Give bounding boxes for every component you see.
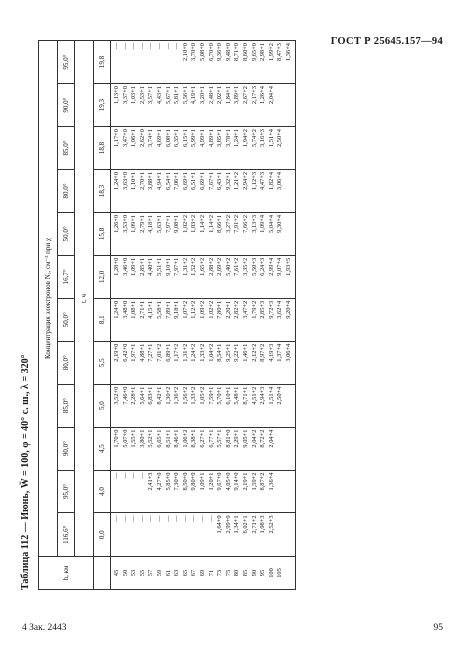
group-header: Концентрация электронов Nₑ, см⁻³ при χ [39, 41, 58, 557]
chi-header: 50,0° [58, 212, 75, 255]
data-column: 1,70+0 5,07+0 1,55+1 3,80+1 5,52+1 6,65+1 8,51+1 8,46+1 1,06+2 8,38+1 6,27+1 6,77+1 5,57+1 8,81+0 2,29+1 9,05+1 2,04+2 8,72+2 2,04+4 [111, 427, 296, 470]
stub-header: h, км [39, 557, 94, 590]
rotated-table-block [20, 40, 440, 590]
chi-header: 80,0° [58, 341, 75, 384]
data-column: 1,24+0 3,48+0 1,08+1 2,71+1 4,15+1 5,58+1 7,89+1 9,18+1 1,07+2 1,12+2 1,09+2 1,02+2 7,80+1 2,20+1 2,82+2 3,47+2 1,79+2 2,85+3 9,72+3 3,62+4 9,20+4 [111, 298, 296, 341]
data-column: 3,52+0 7,46+0 2,28+1 5,64+1 6,83+1 8,42+1 1,30+2 1,36+2 1,56+2 1,33+2 1,05+2 7,59+1 5,70+1 6,10+1 5,48+1 8,71+1 4,51+2 2,94+3 1,51+4 2,50+4 [111, 384, 296, 427]
data-column: 1,17+0 3,47+0 1,06+1 2,62+0 3,74+1 4,69+1 6,08+1 6,35+1 6,15+1 5,99+1 4,99+1 4,89+1 3,85+1 3,78+1 1,24+1 1,94+2 5,74+2 3,16+3 1,51+4 2,50+4 [111, 127, 296, 170]
time-value: 4,5 [94, 427, 111, 470]
time-value: 18,3 [94, 169, 111, 212]
height-column: 45 50 53 55 57 59 61 63 65 67 69 71 73 75 80 85 90 95 100 105 [111, 557, 296, 590]
time-value: 0,0 [94, 513, 111, 557]
chi-header: 95,0° [58, 470, 75, 513]
data-column: — — — — 2,41+3 4,27+0 5,85+0 7,30+0 8,50+0 9,80+0 1,09+1 1,20+1 9,67+0 4,05+0 9,14+0 2,19+1 1,59+2 8,87+2 1,36+4 [111, 470, 296, 513]
data-column: 1,26+0 3,53+0 1,09+1 2,79+1 4,18+1 5,63+1 7,97+1 9,08+1 1,02+2 1,03+2 1,14+2 1,14+2 8,66+1 3,27+2 7,91+2 7,66+2 3,13+3 1,09+4 5,04+4 9,30+4 [111, 212, 296, 255]
time-row-blank [94, 557, 111, 590]
chi-header: 95,0° [58, 41, 75, 84]
data-column: — — — — — — — — 2,10+0 3,70+0 5,08+0 6,70+0 9,36+0 9,48+0 8,71+0 8,60+0 9,65+0 2,98+1 1,99+2 8,47+3 1,36+4 [111, 41, 296, 84]
chi-header: 16,7° [58, 255, 75, 298]
time-header: t, ч [75, 41, 94, 557]
chi-header: 80,0° [58, 169, 75, 212]
electron-concentration-table [38, 40, 296, 590]
table-row [111, 41, 296, 590]
time-value: 19,8 [94, 41, 111, 84]
chi-header: 85,0° [58, 384, 75, 427]
time-value: 8,1 [94, 298, 111, 341]
chi-header: 116,6° [58, 513, 75, 557]
data-column: 1,24+0 3,63+0 1,10+1 2,70+1 3,88+1 4,94+1 6,54+1 7,06+1 6,69+1 6,51+1 6,69+1 7,67+1 6,43+1 9,32+1 1,21+2 2,94+2 1,12+3 4,47+3 1,82+4 3,06+4 [111, 169, 296, 212]
footer-order-number: 4 Зак. 2443 [22, 623, 67, 633]
data-column: 1,28+0 3,46+0 1,09+1 2,85+1 4,40+1 5,51+1 9,10+1 7,97+1 1,31+2 1,52+2 1,65+2 2,88+2 2,69+2 5,40+2 7,61+2 3,35+2 5,50+3 6,24+3 2,99+4 9,07+4 1,93+5 [111, 255, 296, 298]
page-number: 95 [433, 623, 443, 633]
chi-header: 85,0° [58, 127, 75, 170]
table-caption: Таблица 112 — Июнь, W̄ = 100, φ = 40° с. ш., λ = 320° [20, 354, 31, 590]
chi-header: 90,0° [58, 84, 75, 127]
time-value: 19,3 [94, 84, 111, 127]
time-value: 5,0 [94, 384, 111, 427]
data-column: 1,13+0 3,37+0 1,03+1 2,53+1 3,57+1 4,43+1 5,67+1 5,81+1 5,56+1 4,19+1 3,20+1 2,48+1 2,02+1 1,84+1 3,89+1 2,67+2 2,17+3 1,26+4 2,04+4 [111, 84, 296, 127]
time-value: 12,0 [94, 255, 111, 298]
time-value: 18,8 [94, 127, 111, 170]
data-column: 2,19+0 6,42+0 1,97+1 4,88+1 7,27+1 7,01+2 6,89+1 1,17+2 1,31+2 1,24+2 1,33+2 1,04+2 8,54+1 9,25+1 9,22+1 1,46+1 2,12+2 8,97+2 4,19+3 1,37+4 3,06+4 [111, 341, 296, 384]
chi-header: 90,0° [58, 427, 75, 470]
time-value: 5,5 [94, 341, 111, 384]
time-value: 15,8 [94, 212, 111, 255]
page-header: ГОСТ Р 25645.157—94 [330, 36, 443, 47]
time-value: 4,0 [94, 470, 111, 513]
chi-header: 50,0° [58, 298, 75, 341]
data-column: — — — — — — — — — — — — 1,64+0 2,99+0 1,34+1 6,02+1 2,71+2 1,08+3 2,52+3 [111, 513, 296, 557]
